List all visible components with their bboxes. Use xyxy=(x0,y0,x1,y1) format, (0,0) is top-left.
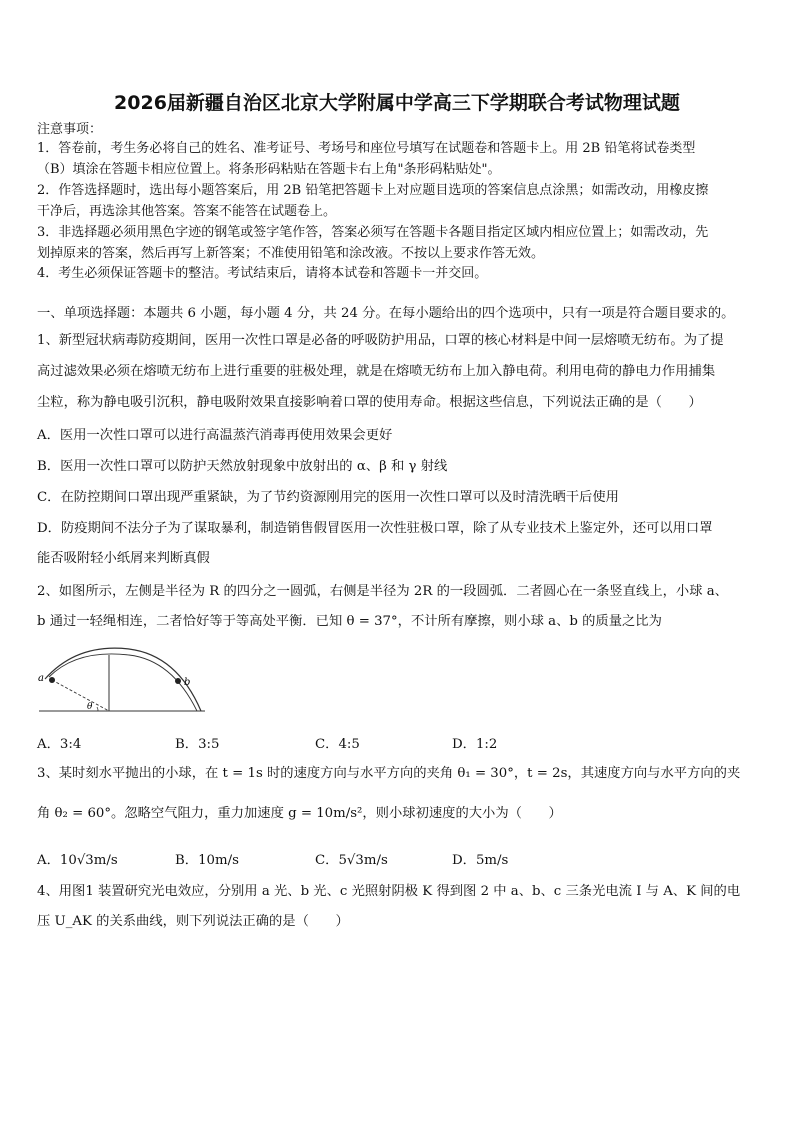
ball-a-icon xyxy=(49,677,55,683)
q2-option-b: B．3:5 xyxy=(175,737,220,752)
q2-option-c: C．4:5 xyxy=(315,737,360,752)
notice-line-7: 4．考生必须保证答题卡的整洁。考试结束后，请将本试卷和答题卡一并交回。 xyxy=(37,266,488,281)
q1-option-b: B．医用一次性口罩可以防护天然放射现象中放射出的 α、β 和 γ 射线 xyxy=(37,459,448,474)
notice-line-5: 3．非选择题必须用黑色字迹的钢笔或签字笔作答，答案必须写在答题卡各题目指定区域内相应位置上；如需改动，先 xyxy=(37,225,709,240)
q3-stem-line-1: 3、某时刻水平抛出的小球，在 t = 1s 时的速度方向与水平方向的夹角 θ₁ = 30°，t = 2s，其速度方向与水平方向的夹 xyxy=(37,766,741,781)
notice-line-6: 划掉原来的答案，然后再写上新答案；不准使用铅笔和涂改液。不按以上要求作答无效。 xyxy=(37,246,545,261)
q2-stem-line-2: b 通过一轻绳相连，二者恰好等于等高处平衡．已知 θ = 37°，不计所有摩擦，则小球 a、b 的质量之比为 xyxy=(37,614,662,629)
notice-line-1: 1．答卷前，考生务必将自己的姓名、准考证号、考场号和座位号填写在试题卷和答题卡上。用 2B 铅笔将试卷类型 xyxy=(37,141,696,156)
q3-stem-line-2: 角 θ₂ = 60°。忽略空气阻力，重力加速度 g = 10m/s²，则小球初速度的大小为（ ） xyxy=(37,806,562,821)
q1-option-d-line-1: D．防疫期间不法分子为了谋取暴利，制造销售假冒医用一次性驻极口罩，除了从专业技术上鉴定外，还可以用口罩 xyxy=(37,521,713,536)
q2-stem-line-1: 2、如图所示，左侧是半径为 R 的四分之一圆弧，右侧是半径为 2R 的一段圆弧．二者圆心在一条竖直线上，小球 a、 xyxy=(37,584,728,599)
label-b: b xyxy=(184,677,191,688)
q1-option-c: C．在防控期间口罩出现严重紧缺，为了节约资源刚用完的医用一次性口罩可以及时清洗晒干后使用 xyxy=(37,490,619,505)
q2-option-d: D．1:2 xyxy=(452,737,498,752)
q1-option-d-line-2: 能否吸附轻小纸屑来判断真假 xyxy=(37,551,210,566)
q3-option-c: C．5√3m/s xyxy=(315,853,388,868)
q1-stem-line-2: 高过滤效果必须在熔喷无纺布上进行重要的驻极处理，就是在熔喷无纺布上加入静电荷。利用电荷的静电力作用捕集 xyxy=(37,364,716,379)
ball-b-icon xyxy=(175,678,181,684)
q4-stem-line-2: 压 U_AK 的关系曲线，则下列说法正确的是（ ） xyxy=(37,914,349,929)
q3-option-b: B．10m/s xyxy=(175,853,239,868)
q2-diagram xyxy=(37,645,207,717)
notice-heading: 注意事项： xyxy=(37,122,103,137)
label-theta: θ xyxy=(87,702,93,712)
q4-stem-line-1: 4、用图1 装置研究光电效应，分别用 a 光、b 光、c 光照射阴极 K 得到图 2 中 a、b、c 三条光电流 I 与 A、K 间的电 xyxy=(37,884,741,899)
q3-option-d: D．5m/s xyxy=(452,853,509,868)
q1-option-a: A．医用一次性口罩可以进行高温蒸汽消毒再使用效果会更好 xyxy=(37,428,393,443)
q2-option-a: A．3:4 xyxy=(37,737,82,752)
q1-stem-line-3: 尘粒，称为静电吸引沉积，静电吸附效果直接影响着口罩的使用寿命。根据这些信息，下列说法正确的是（ ） xyxy=(37,395,702,410)
notice-line-4: 干净后，再选涂其他答案。答案不能答在试题卷上。 xyxy=(37,204,337,219)
label-a: a xyxy=(38,673,44,684)
q1-stem-line-1: 1、新型冠状病毒防疫期间，医用一次性口罩是必备的呼吸防护用品，口罩的核心材料是中间一层熔喷无纺布。为了提 xyxy=(37,333,724,348)
notice-line-3: 2．作答选择题时，选出每小题答案后，用 2B 铅笔把答题卡上对应题目选项的答案信息点涂黑；如需改动，用橡皮擦 xyxy=(37,183,709,198)
q3-option-a: A．10√3m/s xyxy=(37,853,118,868)
exam-title: 2026届新疆自治区北京大学附属中学高三下学期联合考试物理试题 xyxy=(114,92,680,114)
section-heading: 一、单项选择题：本题共 6 小题，每小题 4 分，共 24 分。在每小题给出的四个选项中，只有一项是符合题目要求的。 xyxy=(37,306,735,321)
notice-line-2: （B）填涂在答题卡相应位置上。将条形码粘贴在答题卡右上角"条形码粘贴处"。 xyxy=(37,162,501,177)
